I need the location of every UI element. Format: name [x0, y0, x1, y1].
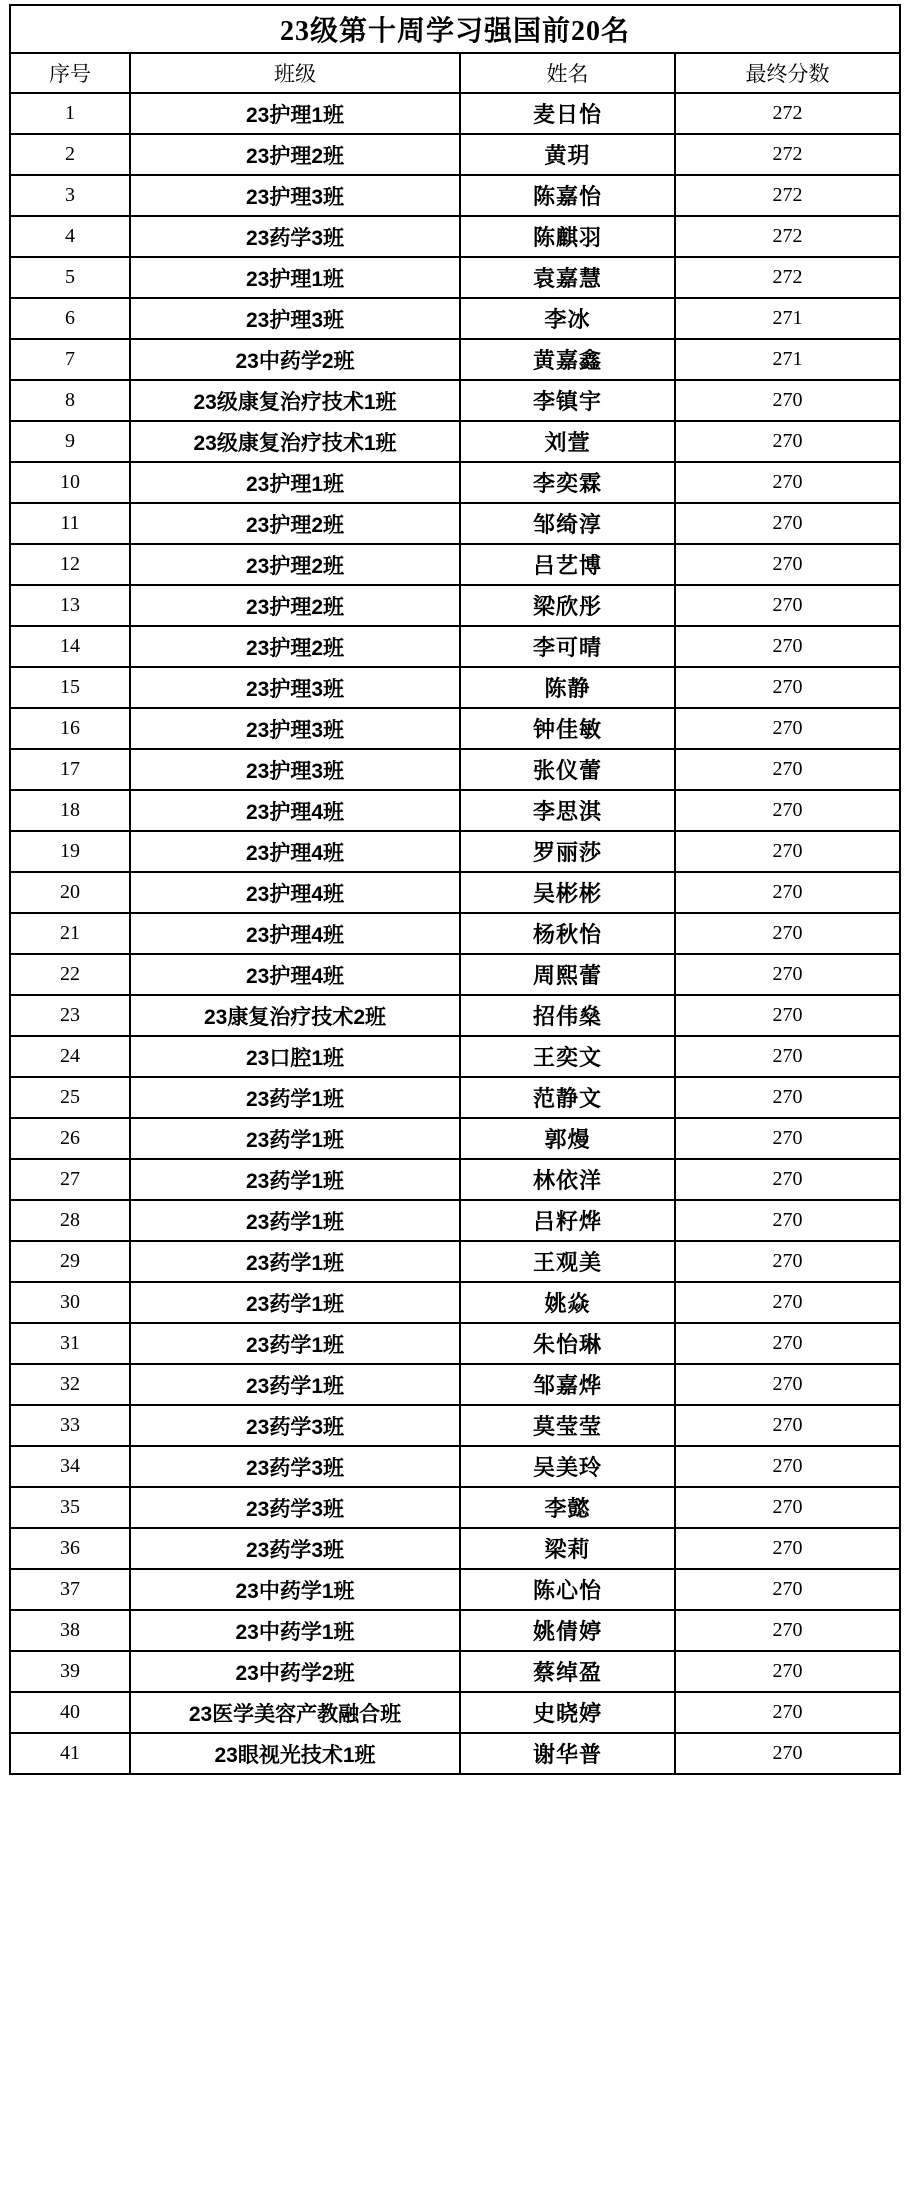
cell-name: 吕艺博: [460, 544, 675, 585]
cell-index: 30: [10, 1282, 130, 1323]
cell-index: 9: [10, 421, 130, 462]
table-row: [10, 872, 900, 913]
cell-name: 招伟燊: [460, 995, 675, 1036]
cell-score: 270: [675, 1487, 900, 1528]
cell-class: 23康复治疗技术2班: [130, 995, 460, 1036]
cell-class: 23药学1班: [130, 1323, 460, 1364]
cell-score: 270: [675, 1446, 900, 1487]
cell-class: 23护理2班: [130, 626, 460, 667]
cell-index: 16: [10, 708, 130, 749]
cell-score: 270: [675, 1692, 900, 1733]
table-row: [10, 216, 900, 257]
cell-index: 32: [10, 1364, 130, 1405]
cell-class: 23护理3班: [130, 175, 460, 216]
cell-index: 35: [10, 1487, 130, 1528]
cell-score: 270: [675, 954, 900, 995]
cell-name: 刘萱: [460, 421, 675, 462]
cell-name: 吕籽烨: [460, 1200, 675, 1241]
cell-class: 23护理4班: [130, 954, 460, 995]
cell-name: 郭熳: [460, 1118, 675, 1159]
table-row: [10, 1077, 900, 1118]
cell-index: 41: [10, 1733, 130, 1774]
table-row: [10, 134, 900, 175]
table-row: [10, 298, 900, 339]
cell-score: 270: [675, 1036, 900, 1077]
cell-class: 23护理2班: [130, 134, 460, 175]
table-row: [10, 1200, 900, 1241]
cell-index: 34: [10, 1446, 130, 1487]
cell-index: 4: [10, 216, 130, 257]
cell-index: 12: [10, 544, 130, 585]
cell-name: 张仪蕾: [460, 749, 675, 790]
table-row: [10, 1733, 900, 1774]
cell-score: 270: [675, 1118, 900, 1159]
cell-score: 270: [675, 1733, 900, 1774]
cell-class: 23药学1班: [130, 1159, 460, 1200]
cell-name: 王观美: [460, 1241, 675, 1282]
cell-index: 19: [10, 831, 130, 872]
cell-score: 270: [675, 1241, 900, 1282]
cell-index: 38: [10, 1610, 130, 1651]
cell-index: 15: [10, 667, 130, 708]
cell-score: 272: [675, 134, 900, 175]
cell-class: 23药学1班: [130, 1241, 460, 1282]
cell-score: 270: [675, 1610, 900, 1651]
cell-index: 37: [10, 1569, 130, 1610]
cell-class: 23护理2班: [130, 544, 460, 585]
table-row: [10, 503, 900, 544]
cell-index: 5: [10, 257, 130, 298]
column-header-index: 序号: [10, 53, 130, 93]
table-row: [10, 339, 900, 380]
cell-class: 23护理2班: [130, 503, 460, 544]
cell-name: 麦日怡: [460, 93, 675, 134]
table-row: [10, 626, 900, 667]
table-row: [10, 913, 900, 954]
table-row: [10, 1323, 900, 1364]
table-row: [10, 1569, 900, 1610]
cell-index: 18: [10, 790, 130, 831]
cell-class: 23护理2班: [130, 585, 460, 626]
cell-name: 杨秋怡: [460, 913, 675, 954]
table-row: [10, 831, 900, 872]
table-row: [10, 749, 900, 790]
cell-class: 23中药学2班: [130, 1651, 460, 1692]
table-row: [10, 1446, 900, 1487]
cell-class: 23医学美容产教融合班: [130, 1692, 460, 1733]
cell-class: 23口腔1班: [130, 1036, 460, 1077]
cell-index: 8: [10, 380, 130, 421]
cell-class: 23护理3班: [130, 749, 460, 790]
table-row: [10, 257, 900, 298]
table-row: [10, 1118, 900, 1159]
cell-index: 2: [10, 134, 130, 175]
header-row: [10, 53, 900, 93]
cell-name: 吴美玲: [460, 1446, 675, 1487]
cell-name: 李奕霖: [460, 462, 675, 503]
cell-class: 23护理4班: [130, 872, 460, 913]
cell-class: 23级康复治疗技术1班: [130, 421, 460, 462]
cell-index: 26: [10, 1118, 130, 1159]
cell-score: 272: [675, 93, 900, 134]
cell-class: 23药学1班: [130, 1118, 460, 1159]
column-header-name: 姓名: [460, 53, 675, 93]
cell-score: 270: [675, 1323, 900, 1364]
cell-score: 270: [675, 503, 900, 544]
cell-index: 39: [10, 1651, 130, 1692]
cell-name: 姚焱: [460, 1282, 675, 1323]
cell-score: 272: [675, 216, 900, 257]
table-row: [10, 1651, 900, 1692]
cell-class: 23眼视光技术1班: [130, 1733, 460, 1774]
cell-name: 李镇宇: [460, 380, 675, 421]
cell-score: 270: [675, 831, 900, 872]
table-row: [10, 708, 900, 749]
cell-name: 黄嘉鑫: [460, 339, 675, 380]
cell-score: 271: [675, 339, 900, 380]
cell-score: 270: [675, 380, 900, 421]
cell-score: 270: [675, 1651, 900, 1692]
cell-score: 270: [675, 708, 900, 749]
cell-class: 23护理4班: [130, 831, 460, 872]
cell-class: 23中药学2班: [130, 339, 460, 380]
cell-score: 270: [675, 667, 900, 708]
cell-name: 钟佳敏: [460, 708, 675, 749]
cell-score: 270: [675, 995, 900, 1036]
ranking-table: [9, 4, 901, 1775]
cell-index: 6: [10, 298, 130, 339]
cell-name: 吴彬彬: [460, 872, 675, 913]
cell-name: 蔡绰盈: [460, 1651, 675, 1692]
table-row: [10, 585, 900, 626]
cell-index: 10: [10, 462, 130, 503]
cell-name: 邹嘉烨: [460, 1364, 675, 1405]
cell-name: 谢华普: [460, 1733, 675, 1774]
cell-score: 270: [675, 913, 900, 954]
cell-name: 朱怡琳: [460, 1323, 675, 1364]
cell-name: 林依洋: [460, 1159, 675, 1200]
table-row: [10, 1610, 900, 1651]
cell-name: 罗丽莎: [460, 831, 675, 872]
cell-score: 270: [675, 1077, 900, 1118]
cell-index: 21: [10, 913, 130, 954]
cell-index: 20: [10, 872, 130, 913]
table-body: [10, 5, 900, 1774]
cell-score: 270: [675, 585, 900, 626]
cell-class: 23药学3班: [130, 1446, 460, 1487]
cell-index: 17: [10, 749, 130, 790]
cell-index: 7: [10, 339, 130, 380]
cell-score: 270: [675, 872, 900, 913]
cell-name: 李可晴: [460, 626, 675, 667]
table-row: [10, 1241, 900, 1282]
cell-class: 23药学3班: [130, 216, 460, 257]
cell-name: 袁嘉慧: [460, 257, 675, 298]
table-row: [10, 175, 900, 216]
cell-class: 23护理4班: [130, 913, 460, 954]
cell-class: 23护理4班: [130, 790, 460, 831]
cell-score: 270: [675, 1569, 900, 1610]
cell-name: 李冰: [460, 298, 675, 339]
table-row: [10, 544, 900, 585]
table-row: [10, 462, 900, 503]
table-row: [10, 1487, 900, 1528]
cell-name: 陈嘉怡: [460, 175, 675, 216]
cell-score: 270: [675, 421, 900, 462]
table-row: [10, 1364, 900, 1405]
cell-score: 270: [675, 1405, 900, 1446]
cell-index: 14: [10, 626, 130, 667]
cell-name: 黄玥: [460, 134, 675, 175]
cell-name: 莫莹莹: [460, 1405, 675, 1446]
cell-class: 23药学1班: [130, 1200, 460, 1241]
cell-name: 史晓婷: [460, 1692, 675, 1733]
cell-class: 23护理1班: [130, 257, 460, 298]
cell-score: 270: [675, 790, 900, 831]
cell-class: 23级康复治疗技术1班: [130, 380, 460, 421]
table-row: [10, 1036, 900, 1077]
cell-index: 33: [10, 1405, 130, 1446]
cell-index: 13: [10, 585, 130, 626]
cell-score: 270: [675, 1200, 900, 1241]
cell-class: 23中药学1班: [130, 1569, 460, 1610]
cell-index: 28: [10, 1200, 130, 1241]
cell-score: 272: [675, 175, 900, 216]
cell-score: 270: [675, 462, 900, 503]
cell-name: 陈心怡: [460, 1569, 675, 1610]
cell-score: 270: [675, 544, 900, 585]
cell-name: 陈麒羽: [460, 216, 675, 257]
cell-index: 22: [10, 954, 130, 995]
document-title: 23级第十周学习强国前20名: [10, 5, 900, 53]
cell-class: 23护理3班: [130, 298, 460, 339]
table-row: [10, 790, 900, 831]
cell-score: 270: [675, 626, 900, 667]
table-row: [10, 667, 900, 708]
cell-name: 李思淇: [460, 790, 675, 831]
cell-index: 25: [10, 1077, 130, 1118]
cell-index: 1: [10, 93, 130, 134]
table-row: [10, 1692, 900, 1733]
table-row: [10, 421, 900, 462]
cell-index: 24: [10, 1036, 130, 1077]
cell-score: 270: [675, 1282, 900, 1323]
cell-index: 3: [10, 175, 130, 216]
cell-name: 范静文: [460, 1077, 675, 1118]
table-row: [10, 954, 900, 995]
cell-class: 23中药学1班: [130, 1610, 460, 1651]
table-row: [10, 1159, 900, 1200]
cell-index: 27: [10, 1159, 130, 1200]
cell-class: 23护理3班: [130, 667, 460, 708]
table-row: [10, 995, 900, 1036]
cell-class: 23药学1班: [130, 1077, 460, 1118]
cell-score: 270: [675, 1528, 900, 1569]
cell-class: 23护理3班: [130, 708, 460, 749]
cell-name: 王奕文: [460, 1036, 675, 1077]
column-header-score: 最终分数: [675, 53, 900, 93]
cell-class: 23药学3班: [130, 1487, 460, 1528]
cell-name: 邹绮淳: [460, 503, 675, 544]
cell-index: 31: [10, 1323, 130, 1364]
cell-class: 23药学1班: [130, 1364, 460, 1405]
cell-name: 梁欣彤: [460, 585, 675, 626]
cell-score: 270: [675, 749, 900, 790]
cell-class: 23药学1班: [130, 1282, 460, 1323]
table-row: [10, 380, 900, 421]
cell-index: 11: [10, 503, 130, 544]
cell-score: 272: [675, 257, 900, 298]
cell-index: 36: [10, 1528, 130, 1569]
column-header-class: 班级: [130, 53, 460, 93]
title-row: [10, 5, 900, 53]
cell-class: 23护理1班: [130, 93, 460, 134]
cell-name: 梁莉: [460, 1528, 675, 1569]
cell-index: 40: [10, 1692, 130, 1733]
cell-score: 271: [675, 298, 900, 339]
cell-score: 270: [675, 1364, 900, 1405]
table-row: [10, 93, 900, 134]
cell-score: 270: [675, 1159, 900, 1200]
cell-index: 29: [10, 1241, 130, 1282]
cell-name: 陈静: [460, 667, 675, 708]
cell-class: 23药学3班: [130, 1528, 460, 1569]
cell-name: 姚倩婷: [460, 1610, 675, 1651]
cell-name: 李懿: [460, 1487, 675, 1528]
cell-class: 23药学3班: [130, 1405, 460, 1446]
table-row: [10, 1528, 900, 1569]
cell-index: 23: [10, 995, 130, 1036]
table-row: [10, 1405, 900, 1446]
table-row: [10, 1282, 900, 1323]
cell-class: 23护理1班: [130, 462, 460, 503]
cell-name: 周熙蕾: [460, 954, 675, 995]
